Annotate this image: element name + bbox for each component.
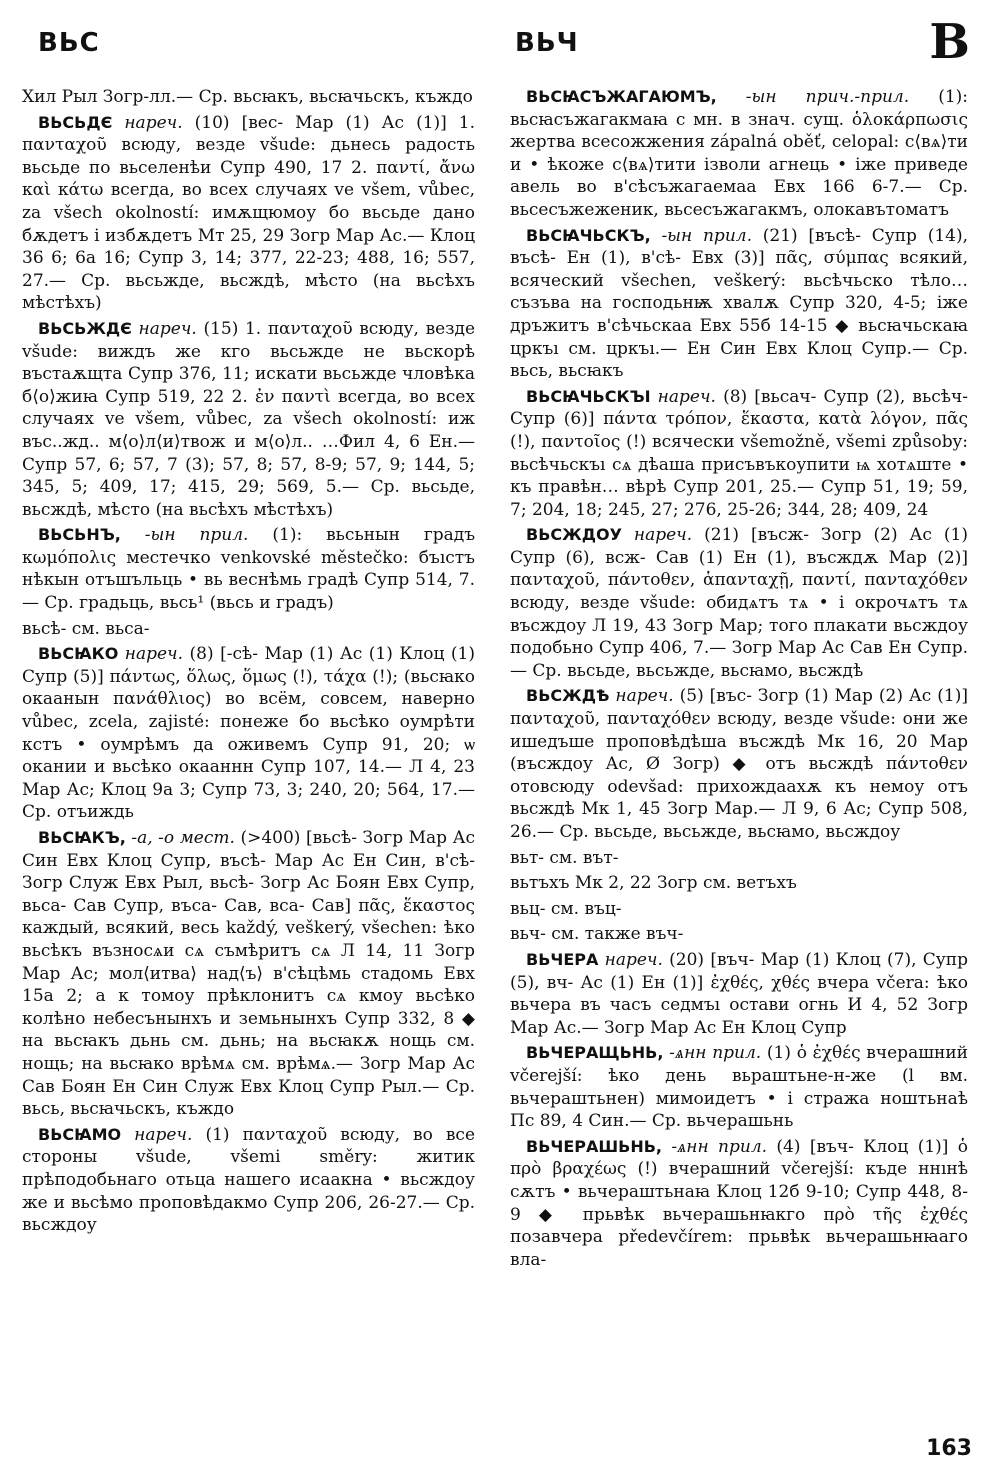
entry-definition: (1) πανταχοῦ всюду, во все стороны všude, všemi směry: житик прѣподобьнаго отьца нашего исаакна • вьсждоу же и вьсѣмо проповѣдакмо Супр 206, 26-27.— Ср. вьсждоу [22, 1124, 476, 1236]
dictionary-entry [22, 827, 475, 1121]
dictionary-entry [510, 86, 968, 222]
entry-headword: ВЬСЬНЪ, [38, 525, 121, 545]
running-head-left: ВЬС [38, 28, 100, 58]
entry-definition: (8) [-сѣ- Мар (1) Ас (1) Клоц (1) Супр (5)] πάντως, ὅλως, ὅμως (!), τάχα (!); (вьсꙗко окаанын πανάθλιος) во всём, совсем, наверно vůbec, zcela, zajisté: понеже бо вьсѣко оумрѣти кстъ • оумрѣмъ да оживемъ Супр 91, 20; ѡ окании и вьсѣко окааннн Супр 107, 14.— Л 4, 23 Мар Ас; Клоц 9а 3; Супр 73, 3; 240, 20; 564, 17.— Ср. отъиждь [22, 644, 476, 823]
entry-definition: (8) [вьсач- Супр (2), вьсѣч- Супр (6)] πάντα τρόπον, ἕκαστα, κατὰ λόγον, πᾶς (!), παντοῖος (!) всячески všemožně, všemi způsoby: вьсѣчьскъı сѧ дѣаша присъвъкоупити ѩ хотѧште • къ правѣн… вѣрѣ Супр 201, 25.— Супр 51, 19; 59, 7; 204, 18; 245, 27; 276, 25-26; 344, 28; 409, 24 [510, 386, 968, 520]
entry-definition: (20) [въч- Мар (1) Клоц (7), Супр (5), вч- Ас (1) Ен (1)] ἐχθές, χθές вчера včera: ѣко вьчера въ часъ седмъı остави огнь И 4, 52 Зогр Мар Ас.— Зогр Мар Ас Ен Клоц Супр [510, 949, 968, 1038]
entry-definition: вьтъхъ Мк 2, 22 Зогр см. ветъхъ [510, 873, 797, 894]
entry-headword: ВЬСꙖЧЬСКЪІ [526, 386, 651, 406]
entry-grammar: -а, -о мест. [131, 828, 235, 848]
entry-definition: вьч- см. также въч- [510, 924, 684, 945]
right-column [510, 86, 968, 1274]
entry-definition: (>400) [вьсѣ- Зогр Мар Ас Син Евх Клоц Супр, въсѣ- Мар Ас Ен Син, в'сѣ- Зогр Служ Евх Рыл, вьсѣ- Зогр Ас Боян Евх Супр, вьса- Сав Супр, въса- Сав, вса- Сав] πᾶς, ἕκαστος каждый, всякий, весь každý, veškerý, všechen: ѣко вьсѣкъ възносѧи сѧ съмѣритъ сѧ Л 14, 11 Зогр Мар Ас; мол⟨итва⟩ над⟨ъ⟩ в'сѣцѣмь стадомь Евх 15а 2; а к томоу прѣклонитъ сѧ кмоу вьсѣко колѣно небесънынхъ и земьнынхъ Супр 332, 8 ◆ на вьсꙗкъ дьнь см. дьнь; на вьсꙗкѫ нощь см. нощь; на вьсꙗко врѣмѧ см. врѣмѧ.— Зогр Мар Ас Сав Боян Ен Син Служ Евх Клоц Супр Рыл.— Ср. вьсь, вьсꙗчьскъ, къждо [22, 828, 476, 1120]
entry-definition: (1) ὁ ἐχθές вчерашний včerejší: ѣко день вьраштьне-н-же (l вм. вьчераштьнен) мимоидетъ • і стража ноштьнаѣ Пс 89, 4 Син.— Ср. вьчерашьнь [510, 1043, 968, 1132]
entry-definition: (21) [въсж- Зогр (2) Ас (1) Супр (6), всж- Сав (1) Ен (1), въсждѫ Мар (2)] πανταχοῦ, πάντοθεν, ἁπανταχῇ, παντί, πανταχόθεν всюду, везде všude: обидѧтъ тѧ • і окрочѧтъ тѧ въсждоу Л 19, 43 Зогр Мар; того плакати вьсждоу подобьно Супр 406, 7.— Зогр Мар Ас Сав Ен Супр.— Ср. вьсьде, вьсьжде, вьсꙗмо, вьсждѣ [510, 525, 969, 681]
entry-headword: ВЬСЖДОУ [526, 525, 622, 545]
entry-headword: ВЬСЬЖДЄ [38, 318, 132, 338]
dictionary-entry [510, 1042, 968, 1132]
entry-grammar: -ын прил. [144, 525, 249, 546]
dictionary-entry [22, 318, 475, 521]
entry-headword: ВЬЧЕРАЩЬНЬ, [526, 1043, 664, 1063]
dictionary-entry [22, 643, 475, 824]
entry-definition: вьц- см. въц- [510, 898, 622, 919]
entry-grammar: нареч. [615, 686, 674, 707]
entry-headword: ВЬЧЕРА [526, 949, 599, 969]
page-number: 163 [926, 1436, 972, 1461]
entry-grammar: нареч. [138, 318, 197, 339]
entry-headword: ВЬСЬДЄ [38, 112, 113, 132]
entry-headword: ВЬСꙖСЪЖАГАЮМЪ, [526, 87, 717, 106]
entry-definition: (1): вьсьнын градъ κωμόπολις местечко venkovské městečko: бъıстъ нѣкын отъшъльць • вь веснѣмь градѣ Супр 514, 7.— Ср. градьць, вьсь¹ (вьсь и градъ) [22, 525, 476, 614]
dictionary-entry [510, 923, 968, 946]
dictionary-entry [510, 898, 968, 921]
entry-headword: ВЬЧЕРАШЬНЬ, [526, 1136, 662, 1156]
dictionary-entry [510, 1136, 968, 1272]
entry-grammar: нареч. [124, 644, 184, 665]
entry-grammar: -ѧнн прил. [671, 1136, 768, 1157]
entry-definition: (5) [въс- Зогр (1) Мар (2) Ас (1)] πανταχοῦ, πανταχόθεν всюду, везде všude: они же ишедъше проповѣдѣша въсждѣ Мк 16, 20 Мар (въсждоу Ас, Ø Зогр) ◆ отъ вьсждѣ πάντοθεν отовсюду odevšad: прихождаахѫ къ немоу отъ вьсждѣ Мк 1, 45 Зогр Мар.— Л 9, 6 Ас; Супр 508, 26.— Ср. вьсьде, вьсьжде, вьсꙗмо, вьсждоу [510, 686, 969, 842]
dictionary-entry [510, 847, 968, 870]
dictionary-entry [22, 1124, 475, 1237]
entry-headword: ВЬСЖДѢ [526, 686, 610, 706]
entry-definition: (4) [въч- Клоц (1)] ὁ πρὸ βραχέως (!) вчерашний včerejší: къде ннıнѣ сѫтъ • вьчераштьнаꙗ Клоц 12б 9-10; Супр 448, 8-9 ◆ прьвѣк вьчерашьнꙗкго πρὸ τῆς ἐχθές позавчера předevčírem: прьвѣк вьчерашьнꙗаго вла- [510, 1136, 968, 1270]
entry-headword: ВЬСꙖКО [38, 644, 119, 664]
entry-definition: (21) [въсѣ- Супр (14), въсѣ- Ен (1), в'сѣ- Евх (3)] πᾶς, σύμπας всякий, всяческий všechen, veškerý: вьсѣчьско тѣло… съзъва на господьнѭ хвалѫ Супр 320, 4-5; іже дръжитъ в'сѣчьскаа Евх 55б 14-15 ◆ вьсꙗчьскаꙗ цркъı см. цркъı.— Ен Син Евх Клоц Супр.— Ср. вьсь, вьсꙗкъ [510, 225, 969, 382]
entry-definition: (15) 1. πανταχοῦ всюду, везде všude: виждъ же кго вьсьжде не вьскорѣ въстаѫщта Супр 376, 11; искати вьсьжде чловѣка б⟨о⟩жиꙗ Супр 519, 22 2. ἐν παντὶ всегда, во всех случаях ve všem, vůbec, za všech okolností: иж въс..жд.. м⟨о⟩л⟨и⟩твож и м⟨о⟩л.. …Фил 4, 6 Ен.— Супр 57, 6; 57, 7 (3); 57, 8; 57, 8-9; 57, 9; 144, 5; 345, 5; 409, 17; 415, 29; 569, 5.— Ср. вьсьде, вьсждѣ, мѣсто (на вьсѣхъ мѣстѣхъ) [22, 318, 476, 520]
entry-definition: вьсѣ- см. вьса- [22, 618, 150, 639]
dictionary-entry [510, 685, 968, 843]
dictionary-entry [510, 386, 968, 522]
running-head-right: ВЬЧ [515, 28, 579, 58]
entry-definition: Хил Рыл Зогр-лл.— Ср. вьсꙗкъ, вьсꙗчьскъ, къждо [22, 87, 473, 107]
entry-grammar: нареч. [604, 949, 663, 970]
entry-grammar: -ын прил. [661, 225, 752, 246]
entry-grammar: нареч. [657, 386, 716, 407]
left-column [22, 86, 475, 1240]
entry-headword: ВЬСꙖКЪ, [38, 828, 126, 847]
entry-grammar: -ын прич.-прил. [745, 87, 910, 107]
entry-grammar: -ѧнн прил. [669, 1043, 762, 1064]
section-letter: В [929, 14, 970, 70]
entry-grammar: нареч. [633, 525, 693, 546]
entry-definition: вьт- см. вът- [510, 847, 619, 868]
dictionary-entry [22, 524, 475, 614]
entry-grammar: нареч. [134, 1124, 193, 1145]
dictionary-entry [510, 949, 968, 1039]
dictionary-entry [510, 872, 968, 895]
entry-headword: ВЬСꙖМО [38, 1124, 122, 1144]
dictionary-entry [22, 86, 475, 109]
dictionary-entry [22, 112, 475, 315]
entry-definition: (10) [вес- Мар (1) Ас (1)] 1. πανταχοῦ всюду, везде všude: дьнесь радость вьсьде по вьселенѣи Супр 490, 17 2. παντί, ἄνω καὶ κάτω всегда, во всех случаях ve všem, vůbec, za všech okolností: имѫщюмоу бо вьсьде дано бѫдетъ і избѫдетъ Мт 25, 29 Зогр Мар Ас.— Клоц 36 6; 6а 16; Супр 3, 14; 377, 22-23; 488, 16; 557, 27.— Ср. вьсьжде, вьсждѣ, мѣсто (на вьсѣхъ мѣстѣхъ) [22, 112, 476, 314]
entry-definition: (1): вьсꙗсъжагакмаꙗ с мн. в знач. сущ. ὁλοκάρπωσις жертва всесожжения zápalná oběť, celopal: с⟨вѧ⟩ти и • ѣкоже с⟨вѧ⟩тити ізволи агнець • іже приведе авель во в'сѣсъжагаемаа Евх 166 6-7.— Ср. вьсесъжеженик, вьсесъжагакмъ, олокавътоматъ [510, 87, 968, 220]
dictionary-entry [22, 618, 475, 641]
entry-grammar: нареч. [124, 112, 183, 133]
entry-headword: ВЬСꙖЧЬСКЪ, [526, 225, 651, 245]
dictionary-entry [510, 524, 968, 682]
dictionary-entry [510, 225, 968, 383]
